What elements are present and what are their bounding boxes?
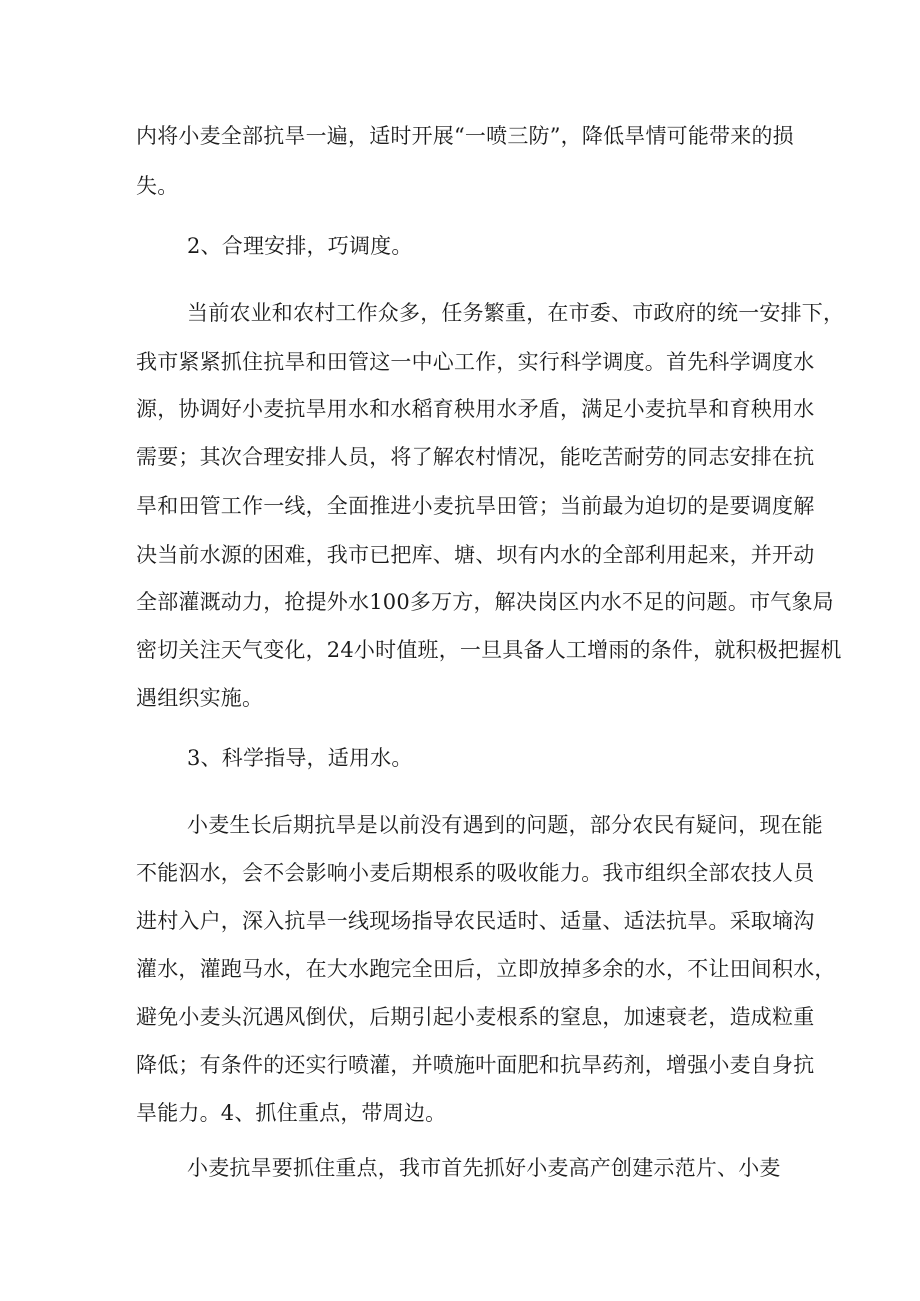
text-line: 全部灌溉动力，抢提外水100多万方，解决岗区内水不足的问题。市气象局 xyxy=(136,590,834,614)
section-heading: 3、科学指导，适用水。 xyxy=(187,746,413,770)
text-line: 遇组织实施。 xyxy=(136,686,264,710)
text-line: 降低；有条件的还实行喷灌，并喷施叶面肥和抗旱药剂，增强小麦自身抗 xyxy=(136,1053,815,1077)
text-line: 进村入户，深入抗旱一线现场指导农民适时、适量、适法抗旱。采取墒沟 xyxy=(136,909,815,933)
text-line: 小麦抗旱要抓住重点，我市首先抓好小麦高产创建示范片、小麦 xyxy=(187,1156,781,1180)
text-line: 我市紧紧抓住抗旱和田管这一中心工作，实行科学调度。首先科学调度水 xyxy=(136,350,815,374)
text-line: 旱和田管工作一线，全面推进小麦抗旱田管；当前最为迫切的是要调度解 xyxy=(136,494,815,518)
text-line: 避免小麦头沉遇风倒伏，后期引起小麦根系的窒息，加速衰老，造成粒重 xyxy=(136,1005,815,1029)
text-line: 当前农业和农村工作众多，任务繁重，在市委、市政府的统一安排下， xyxy=(187,301,845,325)
text-line: 密切关注天气变化，24小时值班，一旦具备人工增雨的条件，就积极把握机 xyxy=(136,638,842,662)
text-line: 灌水，灌跑马水，在大水跑完全田后，立即放掉多余的水，不让田间积水， xyxy=(136,957,836,981)
text-line: 小麦生长后期抗旱是以前没有遇到的问题，部分农民有疑问，现在能 xyxy=(187,813,823,837)
section-heading: 2、合理安排，巧调度。 xyxy=(187,234,413,258)
text-line: 内将小麦全部抗旱一遍，适时开展“一喷三防”，降低旱情可能带来的损 xyxy=(136,124,794,148)
text-line: 需要；其次合理安排人员，将了解农村情况，能吃苦耐劳的同志安排在抗 xyxy=(136,445,815,469)
text-line: 旱能力。4、抓住重点，带周边。 xyxy=(136,1101,447,1125)
text-line: 失。 xyxy=(136,174,179,198)
text-line: 决当前水源的困难，我市已把库、塘、坝有内水的全部利用起来，并开动 xyxy=(136,543,815,567)
text-line: 不能泅水，会不会影响小麦后期根系的吸收能力。我市组织全部农技人员 xyxy=(136,861,815,885)
text-line: 源，协调好小麦抗旱用水和水稻育秧用水矛盾，满足小麦抗旱和育秧用水 xyxy=(136,397,815,421)
